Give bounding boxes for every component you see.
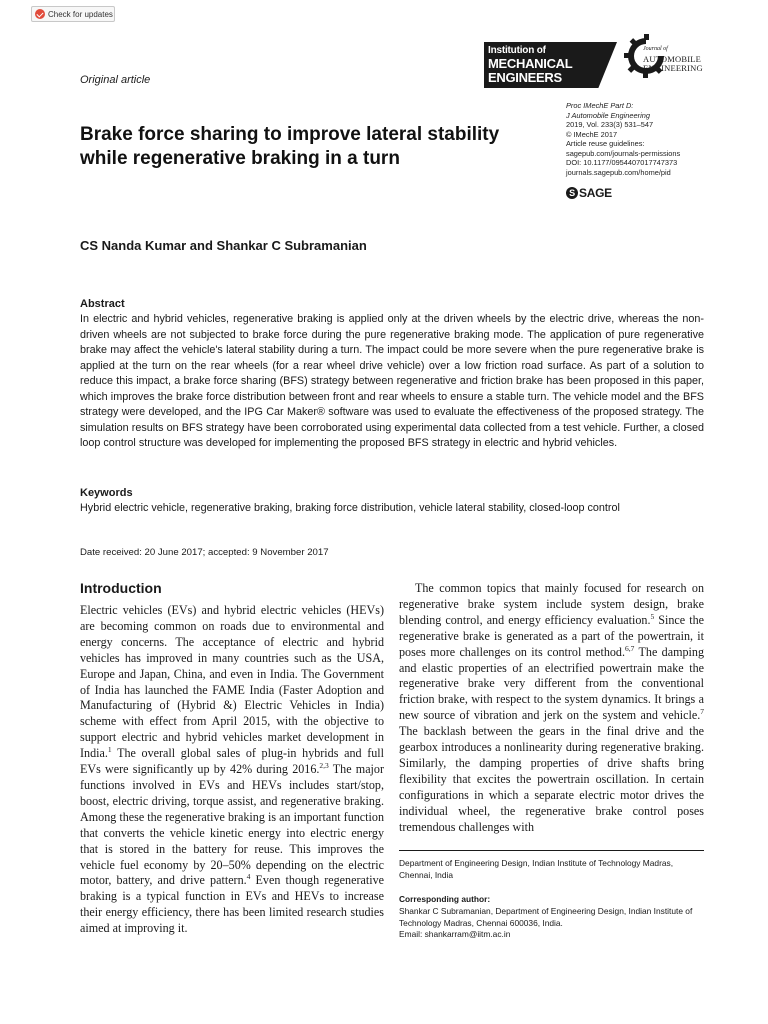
- abstract-text: In electric and hybrid vehicles, regenerative braking is applied only at the driven wheels by the electric drive, whereas the non-driven wheels are not subjected to brake force during the pure regenerative braking mode. The application of pure regenerative brake may affect the vehicle's lateral stability during a turn. The impact could be more severe when the pure regenerative brake is applied at the turn on the rear wheels (for a rear wheel drive vehicle) over a low friction road surface. As part of a solution to reduce this impact, a brake force sharing (BFS) strategy between regenerative and friction brake has been proposed in this paper, which improves the brake force distribution between front and rear wheels to ensure a stable turn. The vehicle model and the BFS strategy were developed, and the IPG Car Maker® software was used to evaluate the effectiveness of the proposed strategy. The simulation results on BFS strategy have been corroborated using experimental data collected from a test vehicle. Further, a closed loop control structure was developed for implementing the proposed BFS strategy in electric and hybrid vehicles.: [80, 313, 704, 449]
- corresponding-author-text: Shankar C Subramanian, Department of Engineering Design, Indian Institute of Technology Madras, Chennai 600036, India.: [399, 906, 693, 928]
- citation-link[interactable]: 6,7: [625, 643, 635, 653]
- imeche-logo-line2: MECHANICAL: [488, 56, 573, 71]
- footnote-divider: [399, 850, 704, 851]
- journal-abbrev-2: J Automobile Engineering: [566, 110, 650, 120]
- corresponding-author-heading: Corresponding author:: [399, 894, 491, 904]
- copyright: © IMechE 2017: [566, 129, 618, 139]
- email-link[interactable]: Email: shankarram@iitm.ac.in: [399, 929, 511, 939]
- doi-link[interactable]: DOI: 10.1177/0954407017747373: [566, 158, 678, 167]
- article-meta: [566, 101, 680, 177]
- journal-of-label: Journal of: [643, 46, 668, 52]
- keywords-text: Hybrid electric vehicle, regenerative braking, braking force distribution, vehicle lateral stability, closed-loop control: [80, 502, 620, 514]
- citation-link[interactable]: 1: [107, 745, 112, 755]
- imeche-logo: [484, 42, 617, 88]
- introduction-heading: Introduction: [80, 580, 162, 596]
- check-circle-icon: [35, 9, 45, 19]
- introduction-right-column: The common topics that mainly focused for research on regenerative brake system include system design, brake blending control, and energy efficiency evaluation.$^5$ Since the regenerative brake is generated as a part of the powertrain, it poses more challenges on its control method.$^{6,7}$ The damping and elastic properties of an electrified powertrain make the regenerative brake very different from the conventional friction brake, with respect to the system dynamics. It brings a new source of vibration and jerk on the system and vehicle.$^7$ The backlash between the gears in the final drive and the gearbox introduces a nonlinearity during regenerative braking. Similarly, the damping properties of drive shafts bring flexibility that excites the powertrain oscillation. In certain configurations in which a separate electric motor drives the individual wheel, the regenerative brake control poses tremendous challenges with: [399, 581, 704, 834]
- citation-link[interactable]: 5: [650, 611, 655, 621]
- citation-link[interactable]: 2,3: [319, 761, 329, 771]
- sage-icon: S: [566, 187, 578, 199]
- citation-link[interactable]: 4: [246, 872, 251, 882]
- reuse-link[interactable]: sagepub.com/journals-permissions: [566, 148, 681, 158]
- article-type: Original article: [80, 74, 151, 86]
- affiliation: Department of Engineering Design, Indian Institute of Technology Madras, Chennai, India: [399, 858, 674, 880]
- corresponding-author: [399, 906, 704, 941]
- sage-wordmark: SAGE: [579, 186, 612, 200]
- citation-link[interactable]: 7: [700, 707, 704, 717]
- check-for-updates-label: Check for updates: [48, 9, 113, 19]
- reuse-label: Article reuse guidelines:: [566, 139, 645, 148]
- volume-info: 2019, Vol. 233(3) 531–547: [566, 120, 654, 129]
- imeche-logo-line1: Institution of: [488, 45, 546, 56]
- author-list: CS Nanda Kumar and Shankar C Subramanian: [80, 238, 367, 253]
- abstract-heading: Abstract: [80, 298, 125, 310]
- check-for-updates-button[interactable]: [31, 6, 115, 22]
- journal-name: AUTOMOBILE ENGINEERING: [643, 54, 703, 73]
- sage-logo: [566, 186, 612, 200]
- keywords-heading: Keywords: [80, 487, 133, 499]
- date-received: Date received: 20 June 2017; accepted: 9 November 2017: [80, 547, 329, 558]
- journal-abbrev: Proc IMechE Part D:: [566, 101, 634, 110]
- article-title: Brake force sharing to improve lateral stability while regenerative braking in a turn: [80, 124, 500, 169]
- journal-home-link[interactable]: journals.sagepub.com/home/pid: [566, 167, 671, 177]
- introduction-left-column: Electric vehicles (EVs) and hybrid electric vehicles (HEVs) are becoming common on roads due to environmental and energy concerns. The acceptance of electric and hybrid vehicles has improved in many countries such as the USA, Europe and Japan, China, and even in India. The Government of India has launched the FAME India (Faster Adoption and Manufacturing of (Hybrid &) Electric Vehicles in India) scheme with effect from April 2015, with the objective to support electric and hybrid vehicles market development in India.$^1$ The overall global sales of plug-in hybrids and full EVs were significantly up by 42% during 2016.$^{2,3}$ The major functions involved in EVs and HEVs includes start/stop, boost, electric driving, torque assist, and regenerative braking. Among these the regenerative braking is an important function that converts the vehicle kinetic energy into electric energy that is stored in the battery for reuse. This improves the vehicle fuel economy by 20–50% depending on the electric motor, battery, and drive pattern.$^4$ Even though regenerative braking is a typical function in EVs and HEVs to increase their energy efficiency, there has been limited research studies aimed at improving it.: [80, 603, 384, 936]
- imeche-logo-line3: ENGINEERS: [488, 70, 562, 85]
